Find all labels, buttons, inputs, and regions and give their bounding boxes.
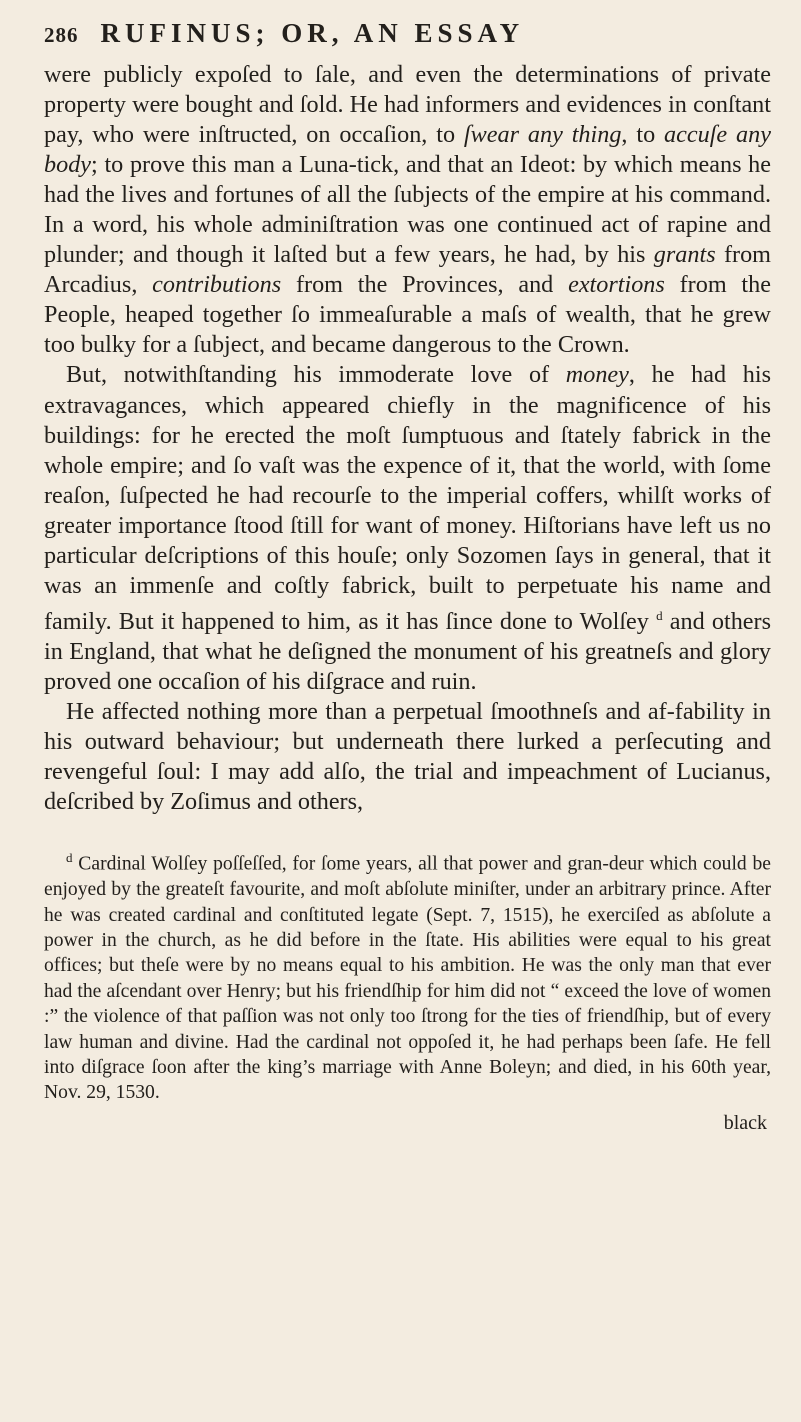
italic-text: money (565, 361, 629, 389)
italic-text: grants (653, 241, 716, 269)
text-run: , he had his extravagances, which appeared chiefly in the magnificence of his buildings: for he erected the moſt ſumptuous and ſtately fabrick in the whole empire; and ſo vaſt was the expence of it, that the world, with ſome reaſon, ſuſpected he had recourſe to the imperial coffers, whilſt works of greater importance ſtood ſtill for want of money. Hiſtorians have left us no particular deſcriptions of this houſe; only Sozomen ſays in general, that it was an immenſe and coſtly fabrick, built to perpetuate his name and family. But it happened to him, as it has ſince done to Wolſey (44, 361, 771, 635)
paragraph-3 (44, 697, 771, 817)
running-head: RUFINUS; OR, AN ESSAY (100, 18, 525, 48)
main-text (44, 60, 771, 817)
text-run: and others in England, that what he deſigned the monument of his greatneſs and glory proved one occaſion of his diſgrace and ruin. (44, 607, 771, 695)
footnote-marker: d (66, 850, 73, 866)
footnote-marker: d (656, 607, 663, 623)
italic-text: ſwear any thing (463, 121, 622, 149)
catchword: black (723, 1111, 767, 1134)
page-header (44, 18, 771, 58)
italic-text: extortions (568, 271, 665, 299)
text-run: from the Provinces, and (281, 271, 569, 299)
text-run: were publicly expoſed to ſale, and even the determinations of private property were bought and ſold. He had informers and evidences in conſtant pay, who were inſtructed, on occaſion, to (44, 61, 771, 149)
footnote-d (44, 845, 771, 1106)
footnote-section (44, 845, 771, 1106)
text-run: ; to prove this man a Luna-tick, and that an Ideot: by which means he had the lives and fortunes of all the ſubjects of the empire at his command. In a word, his whole adminiſtration was one continued act of rapine and plunder; and though it laſted but a few years, he had, by his (44, 151, 771, 269)
text-run: from Arcadius, (44, 241, 771, 299)
page-number: 286 (44, 23, 79, 47)
text-run: He affected nothing more than a perpetual ſmoothneſs and af-fability in his outward behaviour; but underneath there lurked a perſecuting and revengeful ſoul: I may add alſo, the trial and impeachment of Lucianus, deſcribed by Zoſimus and others, (44, 698, 771, 816)
italic-text: accuſe any body (44, 121, 771, 179)
paragraph-2 (44, 360, 771, 697)
text-run: Cardinal Wolſey poſſeſſed, for ſome years, all that power and gran-deur which could be enjoyed by the greateſt favourite, and moſt abſolute miniſter, under an arbitrary prince. After he was created cardinal and conſtituted legate (Sept. 7, 1515), he exerciſed as abſolute a power in the church, as he did before in the ſtate. His abilities were equal to his great offices; but theſe were by no means equal to his ambition. He was the only man that ever had the aſcendant over Henry; but his friendſhip for him did not “ exceed the love of women :” the violence of that paſſion was not only too ſtrong for the ties of friendſhip, but of every law human and divine. Had the cardinal not oppoſed it, he had perhaps been ſafe. He fell into diſgrace ſoon after the king’s marriage with Anne Boleyn; and died, in his 60th year, Nov. 29, 1530. (44, 853, 771, 1104)
text-run: But, notwithſtanding his immoderate love of (66, 361, 566, 389)
italic-text: contributions (152, 271, 282, 299)
paragraph-1 (44, 60, 771, 360)
text-run: from the People, heaped together ſo immeaſurable a maſs of wealth, that he grew too bulky for a ſubject, and became dangerous to the Crown. (44, 271, 771, 359)
text-run: , to (621, 121, 665, 149)
